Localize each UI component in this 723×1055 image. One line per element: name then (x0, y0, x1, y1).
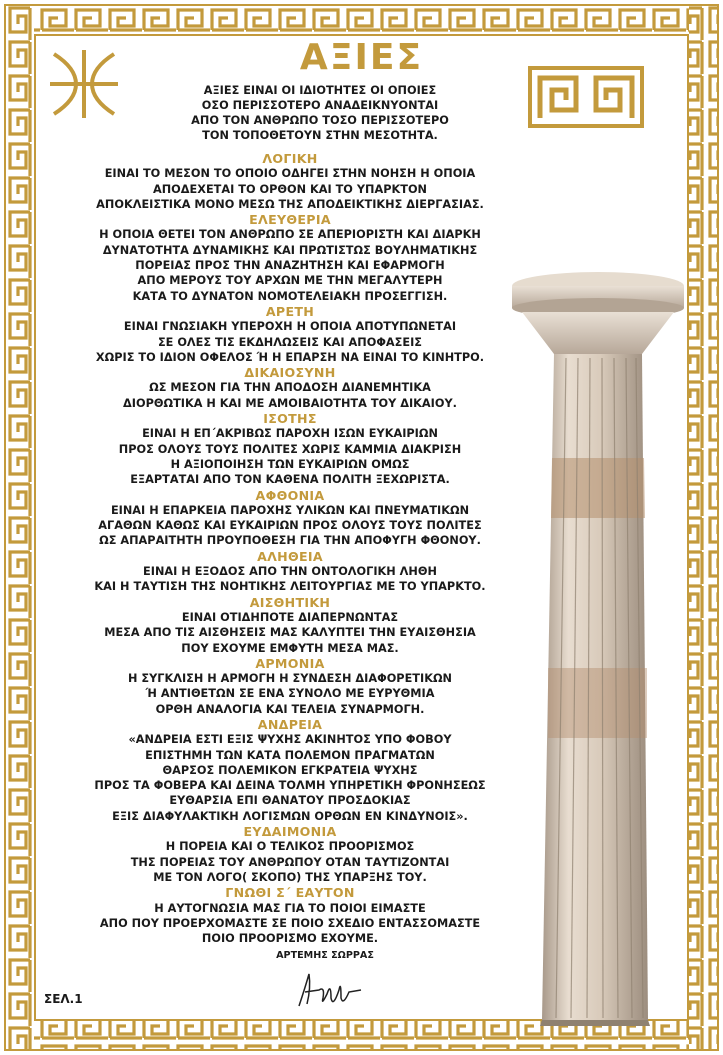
values-list (40, 151, 540, 946)
section-line: ΚΑΙ Η ΤΑΥΤΙΣΗ ΤΗΣ ΝΟΗΤΙΚΗΣ ΛΕΙΤΟΥΡΓΙΑΣ ΜΕ ΤΟ ΥΠΑΡΚΤΟ. (94, 580, 486, 594)
section-heading: ΑΝΔΡΕΙΑ (257, 716, 323, 732)
section-line: ΣΕ ΟΛΕΣ ΤΙΣ ΕΚΔΗΛΩΣΕΙΣ ΚΑΙ ΑΠΟΦΑΣΕΙΣ (157, 335, 423, 349)
section-line: ΠΟΡΕΙΑΣ ΠΡΟΣ ΤΗΝ ΑΝΑΖΗΤΗΣΗ ΚΑΙ ΕΦΑΡΜΟΓΗ (135, 259, 445, 273)
section-logiki (40, 151, 540, 212)
column-image (508, 268, 688, 1028)
section-line: Ή ΑΝΤΙΘΕΤΩΝ ΣΕ ΕΝΑ ΣΥΝΟΛΟ ΜΕ ΕΥΡΥΘΜΙΑ (145, 687, 435, 701)
section-heading: ΑΙΣΘΗΤΙΚΗ (249, 594, 331, 610)
section-line: ΜΕΣΑ ΑΠΟ ΤΙΣ ΑΙΣΘΗΣΕΙΣ ΜΑΣ ΚΑΛΥΠΤΕΙ ΤΗΝ ΕΥΑΙΣΘΗΣΙΑ (104, 626, 476, 640)
section-line: ΕΠΙΣΤΗΜΗ ΤΩΝ ΚΑΤΑ ΠΟΛΕΜΟΝ ΠΡΑΓΜΑΤΩΝ (145, 748, 435, 762)
section-alitheia (40, 549, 540, 595)
section-line: ΘΑΡΣΟΣ ΠΟΛΕΜΙΚΟΝ ΕΓΚΡΑΤΕΙΑ ΨΥΧΗΣ (162, 763, 418, 777)
section-line: ΑΠΟ ΠΟΥ ΠΡΟΕΡΧΟΜΑΣΤΕ ΣΕ ΠΟΙΟ ΣΧΕΔΙΟ ΕΝΤΑΣΣΟΜΑΣΤΕ (99, 916, 481, 930)
section-line: ΔΥΝΑΤΟΤΗΤΑ ΔΥΝΑΜΙΚΗΣ ΚΑΙ ΠΡΩΤΙΣΤΩΣ ΒΟΥΛΗΜΑΤΙΚΗΣ (102, 243, 478, 257)
section-heading: ΑΛΗΘΕΙΑ (257, 548, 323, 564)
section-line: ΕΞΙΣ ΔΙΑΦΥΛΑΚΤΙΚΗ ΛΟΓΙΣΜΩΝ ΟΡΘΩΝ ΕΝ ΚΙΝΔΥΝΟΙΣ». (112, 809, 468, 823)
section-line: Η ΠΟΡΕΙΑ ΚΑΙ Ο ΤΕΛΙΚΟΣ ΠΡΟΟΡΙΣΜΟΣ (165, 840, 415, 854)
section-line: ΧΩΡΙΣ ΤΟ ΙΔΙΟΝ ΟΦΕΛΟΣ Ή Η ΕΠΑΡΣΗ ΝΑ ΕΙΝΑΙ ΤΟ ΚΙΝΗΤΡΟ. (95, 350, 485, 364)
intro-paragraph (160, 83, 480, 143)
section-line: ΑΓΑΘΩΝ ΚΑΘΩΣ ΚΑΙ ΕΥΚΑΙΡΙΩΝ ΠΡΟΣ ΟΛΟΥΣ ΤΟΥΣ ΠΟΛΙΤΕΣ (98, 519, 482, 533)
intro-line: ΤΟΝ ΤΟΠΟΘΕΤΟΥΝ ΣΤΗΝ ΜΕΣΟΤΗΤΑ. (202, 129, 438, 142)
section-line: ΠΟΥ ΕΧΟΥΜΕ ΕΜΦΥΤΗ ΜΕΣΑ ΜΑΣ. (181, 641, 399, 655)
section-line: ΕΥΘΑΡΣΙΑ ΕΠΙ ΘΑΝΑΤΟΥ ΠΡΟΣΔΟΚΙΑΣ (169, 794, 411, 808)
section-heading: ΔΙΚΑΙΟΣΥΝΗ (244, 365, 336, 381)
section-line: ΚΑΤΑ ΤΟ ΔΥΝΑΤΟΝ ΝΟΜΟΤΕΛΕΙΑΚΗ ΠΡΟΣΕΓΓΙΣΗ. (132, 289, 448, 303)
section-areti (40, 304, 540, 365)
intro-line: ΑΠΟ ΤΟΝ ΑΝΘΡΩΠΟ ΤΟΣΟ ΠΕΡΙΣΣΟΤΕΡΟ (191, 114, 449, 127)
section-heading: ΛΟΓΙΚΗ (262, 151, 318, 166)
signature-image (295, 968, 365, 1012)
section-heading: ΙΣΟΤΗΣ (263, 411, 317, 427)
page-content (40, 38, 683, 1018)
section-line: ΤΗΣ ΠΟΡΕΙΑΣ ΤΟΥ ΑΝΘΡΩΠΟΥ ΟΤΑΝ ΤΑΥΤΙΖΟΝΤΑΙ (130, 855, 450, 869)
section-andreia (40, 717, 540, 824)
author-name: ΑΡΤΕΜΗΣ ΣΩΡΡΑΣ (276, 950, 374, 961)
section-heading: ΑΡΕΤΗ (265, 303, 315, 319)
page-title: ΑΞΙΕΣ (299, 37, 424, 78)
page-number: ΣΕΛ.1 (44, 992, 83, 1006)
section-line: Η ΑΞΙΟΠΟΙΗΣΗ ΤΩΝ ΕΥΚΑΙΡΙΩΝ ΟΜΩΣ (170, 457, 410, 471)
section-line: «ΑΝΔΡΕΙΑ ΕΣΤΙ ΕΞΙΣ ΨΥΧΗΣ ΑΚΙΝΗΤΟΣ ΥΠΟ ΦΟΒΟΥ (128, 733, 452, 747)
section-line: ΠΟΙΟ ΠΡΟΟΡΙΣΜΟ ΕΧΟΥΜΕ. (201, 932, 379, 946)
section-heading: ΕΛΕΥΘΕΡΙΑ (249, 212, 331, 228)
section-eudaimonia (40, 824, 540, 885)
section-afthonia (40, 488, 540, 549)
section-line: ΕΙΝΑΙ ΟΤΙΔΗΠΟΤΕ ΔΙΑΠΕΡΝΩΝΤΑΣ (181, 610, 399, 624)
section-line: Η ΑΥΤΟΓΝΩΣΙΑ ΜΑΣ ΓΙΑ ΤΟ ΠΟΙΟΙ ΕΙΜΑΣΤΕ (154, 901, 426, 915)
section-line: ΩΣ ΜΕΣΟΝ ΓΙΑ ΤΗΝ ΑΠΟΔΟΣΗ ΔΙΑΝΕΜΗΤΙΚΑ (149, 381, 431, 395)
section-line: ΕΙΝΑΙ ΤΟ ΜΕΣΟΝ ΤΟ ΟΠΟΙΟ ΟΔΗΓΕΙ ΣΤΗΝ ΝΟΗΣΗ Η ΟΠΟΙΑ (104, 167, 476, 181)
section-line: ΠΡΟΣ ΤΑ ΦΟΒΕΡΑ ΚΑΙ ΔΕΙΝΑ ΤΟΛΜΗ ΥΠΗΡΕΤΙΚΗ ΦΡΟΝΗΣΕΩΣ (94, 779, 486, 793)
section-line: ΕΙΝΑΙ Η ΕΞΟΔΟΣ ΑΠΟ ΤΗΝ ΟΝΤΟΛΟΓΙΚΗ ΛΗΘΗ (143, 565, 437, 579)
section-heading: ΑΦΘΟΝΙΑ (255, 487, 325, 503)
section-line: ΩΣ ΑΠΑΡΑΙΤΗΤΗ ΠΡΟΥΠΟΘΕΣΗ ΓΙΑ ΤΗΝ ΑΠΟΦΥΓΗ ΦΘΟΝΟΥ. (99, 534, 481, 548)
section-eleftheria (40, 212, 540, 304)
section-armonia (40, 656, 540, 717)
section-line: Η ΣΥΓΚΛΙΣΗ Η ΑΡΜΟΓΗ Η ΣΥΝΔΕΣΗ ΔΙΑΦΟΡΕΤΙΚΩΝ (127, 672, 453, 686)
intro-line: ΑΞΙΕΣ ΕΙΝΑΙ ΟΙ ΙΔΙΟΤΗΤΕΣ ΟΙ ΟΠΟΙΕΣ (203, 84, 437, 97)
section-aisthitiki (40, 595, 540, 656)
section-gnothi (40, 885, 540, 946)
section-line: ΜΕ ΤΟΝ ΛΟΓΟ( ΣΚΟΠΟ) ΤΗΣ ΥΠΑΡΞΗΣ ΤΟΥ. (153, 870, 427, 884)
section-line: ΕΙΝΑΙ Η ΕΠΑΡΚΕΙΑ ΠΑΡΟΧΗΣ ΥΛΙΚΩΝ ΚΑΙ ΠΝΕΥΜΑΤΙΚΩΝ (110, 503, 470, 517)
section-line: Η ΟΠΟΙΑ ΘΕΤΕΙ ΤΟΝ ΑΝΘΡΩΠΟ ΣΕ ΑΠΕΡΙΟΡΙΣΤΗ ΚΑΙ ΔΙΑΡΚΗ (99, 228, 481, 242)
section-line: ΠΡΟΣ ΟΛΟΥΣ ΤΟΥΣ ΠΟΛΙΤΕΣ ΧΩΡΙΣ ΚΑΜΜΙΑ ΔΙΑΚΡΙΣΗ (118, 442, 462, 456)
section-heading: ΓΝΩΘΙ Σ΄ ΕΑΥΤΟΝ (225, 885, 355, 901)
section-line: ΔΙΟΡΘΩΤΙΚΑ Η ΚΑΙ ΜΕ ΑΜΟΙΒΑΙΟΤΗΤΑ ΤΟΥ ΔΙΚΑΙΟΥ. (123, 396, 457, 410)
section-dikaiosyni (40, 365, 540, 411)
section-line: ΑΠΟΚΛΕΙΣΤΙΚΑ ΜΟΝΟ ΜΕΣΩ ΤΗΣ ΑΠΟΔΕΙΚΤΙΚΗΣ ΔΙΕΡΓΑΣΙΑΣ. (96, 197, 484, 211)
section-line: ΕΙΝΑΙ ΓΝΩΣΙΑΚΗ ΥΠΕΡΟΧΗ Η ΟΠΟΙΑ ΑΠΟΤΥΠΩΝΕΤΑΙ (123, 320, 457, 334)
section-line: ΑΠΟ ΜΕΡΟΥΣ ΤΟΥ ΑΡΧΩΝ ΜΕ ΤΗΝ ΜΕΓΑΛΥΤΕΡΗ (137, 274, 443, 288)
section-heading: ΑΡΜΟΝΙΑ (255, 655, 325, 671)
section-line: ΟΡΘΗ ΑΝΑΛΟΓΙΑ ΚΑΙ ΤΕΛΕΙΑ ΣΥΝΑΡΜΟΓΗ. (155, 702, 425, 716)
section-line: ΕΞΑΡΤΑΤΑΙ ΑΠΟ ΤΟΝ ΚΑΘΕΝΑ ΠΟΛΙΤΗ ΞΕΧΩΡΙΣΤΑ. (130, 473, 450, 487)
section-line: ΕΙΝΑΙ Η ΕΠ΄ΑΚΡΙΒΩΣ ΠΑΡΟΧΗ ΙΣΩΝ ΕΥΚΑΙΡΙΩΝ (142, 427, 438, 441)
section-isotis (40, 411, 540, 487)
intro-line: ΟΣΟ ΠΕΡΙΣΣΟΤΕΡΟ ΑΝΑΔΕΙΚΝΥΟΝΤΑΙ (201, 99, 439, 112)
section-line: ΑΠΟΔΕΧΕΤΑΙ ΤΟ ΟΡΘΟΝ ΚΑΙ ΤΟ ΥΠΑΡΚΤΟΝ (152, 182, 428, 196)
section-heading: ΕΥΔΑΙΜΟΝΙΑ (243, 824, 337, 840)
